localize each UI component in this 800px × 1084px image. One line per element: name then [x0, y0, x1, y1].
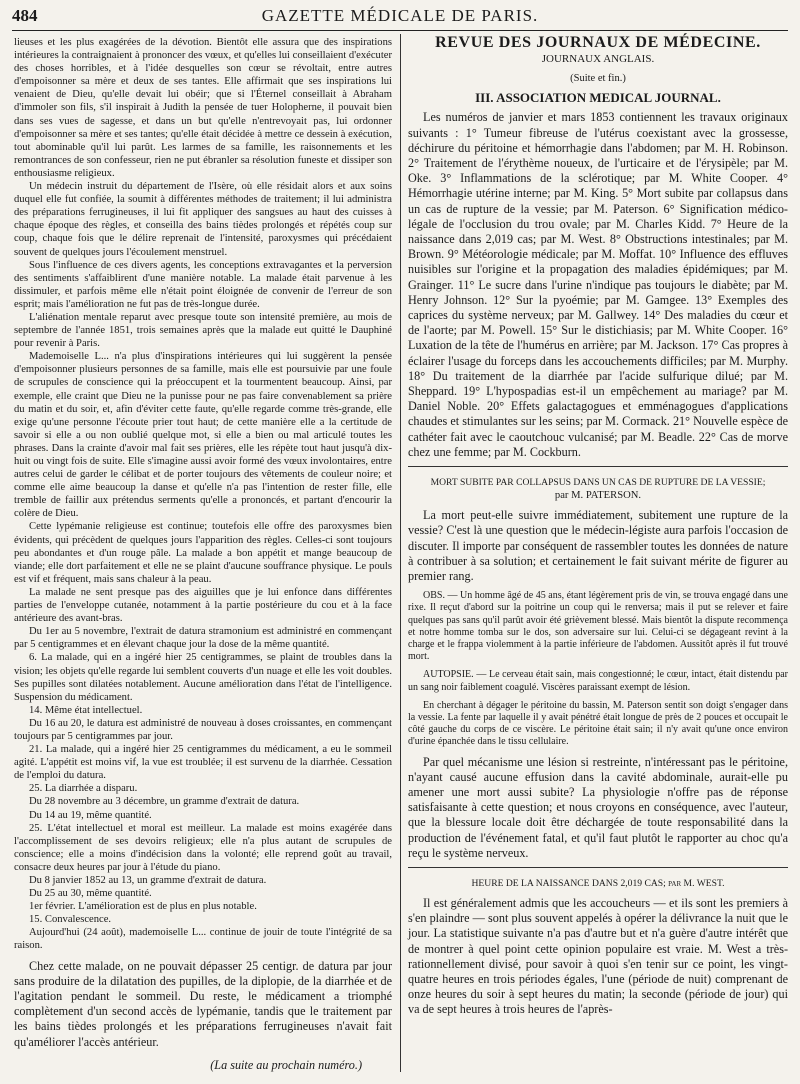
left-paragraph: Du 16 au 20, le datura est administré de nouveau à doses croissantes, en commençant toujours par 5 centigrammes par jour.: [14, 717, 392, 742]
left-paragraph: Mademoiselle L... n'a plus d'inspirations intérieures qui lui suggèrent la pensée d'empoisonner plusieurs personnes de sa famille, mais elle est poursuivie par une foule de scrupules de conscience qui la préoccupent et la tourmentent beaucoup. Ainsi, par exemple, elle craint que Dieu ne la punisse pour ne pas faire convenablement sa prière du matin et du soir, et, afin d'éviter cette faute, qu'elle regarde comme très-grande, elle exige qu'une personne l'écoute prier tout haut; de cette manière elle a la certitude de savoir si elle a ou non oublié quelque mot, si elle a bien ou mal articulé toutes les phrases. Dans la crainte d'avoir mal fait ses prières, elle les répète tout haut jusqu'à dix-huit ou vingt fois de suite. Elle s'imagine aussi avoir formé des vœux involontaires, entre autres celui de garder le célibat et de porter toujours des vêtements de couleur noire; et comme elle aime beaucoup la danse et qu'elle n'a pas l'intention de rester fille, elle tremble de faillir aux prétendus serments qu'elle a prononcés, et partant d'encourir la colère de Dieu.: [14, 351, 392, 520]
page-header: [12, 6, 788, 28]
autopsy-text: — Le cerveau était sain, mais congestionné; le cœur, intact, était distendu par un sang noir faiblement coagulé. Viscères paraissant exempt de lésion.: [408, 669, 788, 693]
obs-label: OBS.: [423, 590, 445, 602]
left-paragraph: 1er février. L'amélioration est de plus en plus notable.: [29, 901, 257, 913]
left-paragraph: 14. Même état intellectuel.: [29, 704, 143, 716]
left-paragraph: 6. La malade, qui en a ingéré hier 25 centigrammes, se plaint de troubles dans la vision; les objets qu'elle regarde lui semblent couverts d'un nuage et elle les voit doubles. Ses pupilles sont dilatées notablement. Aucune amélioration dans l'état de l'intelligence. Suspension du médicament.: [14, 652, 392, 703]
article-heading: MORT SUBITE PAR COLLAPSUS DANS UN CAS DE RUPTURE DE LA VESSIE;: [430, 477, 766, 489]
left-paragraph: Sous l'influence de ces divers agents, les conceptions extravagantes et la perversion des sentiments s'affaiblirent d'une manière notable. La malade était parvenue à les dissimuler, et parfois même elle n'était point éloignée de convenir de l'erreur de son esprit; mais l'amélioration ne fut pas de très-longue durée.: [14, 259, 392, 310]
review-title: REVUE DES JOURNAUX DE MÉDECINE.: [435, 34, 761, 51]
article-paragraph: Par quel mécanisme une lésion si restreinte, n'intéressant pas le péritoine, n'ayant causé aucune effusion dans la cavité abdominale, aurait-elle pu amener une mort aussi subite? La physiologie n'offre pas de réponse satisfaisante à cette question; et nous croyons en conséquence, avec l'auteur, que la blessure locale doit être déchargée de toute responsabilité dans la production de l'événement fatal, et qu'il faut plutôt le rapporter au choc qu'a reçu le système nerveux.: [408, 754, 788, 860]
article-paragraph: La mort peut-elle suivre immédiatement, subitement une rupture de la vessie? C'est là une question que le médecin-légiste aura parfois l'occasion de discuter. Il importe par conséquent de rassembler toutes les données de nature à contribuer à sa solution; et certainement le fait suivant mérite de figurer au premier rang.: [408, 508, 788, 583]
left-paragraph: Aujourd'hui (24 août), mademoiselle L... continue de jouir de toute l'intégrité de sa raison.: [14, 927, 392, 952]
left-paragraph: La malade ne sent presque pas des aiguilles que je lui enfonce dans différentes parties de l'enveloppe cutanée, notamment à la partie postérieure du cou et à la face antérieure des avant-bras.: [14, 586, 392, 625]
left-paragraph: Du 25 au 30, même quantité.: [29, 888, 152, 900]
review-subtitle: JOURNAUX ANGLAIS.: [541, 53, 655, 66]
review-suite-note: (Suite et fin.): [570, 73, 626, 85]
left-paragraph: Un médecin instruit du département de l'Isère, où elle résidait alors et aux soins duquel elle fut confiée, la soumit à différentes méthodes de traitement; il lui administra des préparations ferrugineuses, il lui fit appliquer des sangsues au haut des cuisses à chaque époque des règles, et conseilla des bains tièdes prolongés et répétés coup sur coup, chaque fois que le délire reprenait de l'intensité, paroxysmes qui précédaient souvent de quelques jours l'écoulement menstruel.: [14, 181, 392, 258]
left-paragraph: Du 1er au 5 novembre, l'extrait de datura stramonium est administré en commençant par 5 centigrammes et en élevant chaque jour la dose de la même quantité.: [14, 626, 392, 651]
left-paragraph: Du 14 au 19, même quantité.: [29, 809, 152, 821]
column-divider: [400, 34, 401, 1072]
left-paragraph: 21. La malade, qui a ingéré hier 25 centigrammes du médicament, a eu le sommeil agité. L'appétit est moins vif, la vue est troublée; il est survenu de la diarrhée. Cessation de l'emploi du datura.: [14, 744, 392, 782]
left-column: [14, 36, 392, 1073]
left-paragraph: 25. La diarrhée a disparu.: [29, 783, 138, 795]
autopsy-paragraph: [408, 669, 788, 693]
left-paragraph: Du 28 novembre au 3 décembre, un gramme d'extrait de datura.: [29, 796, 300, 808]
header-rule: [12, 30, 788, 31]
left-paragraph: 15. Convalescence.: [29, 914, 112, 926]
left-paragraph: Cette lypémanie religieuse est continue; toutefois elle offre des paroxysmes bien évidents, qui précèdent de quelques jours l'apparition des règles. Celles-ci sont toujours peu abondantes et d'un rouge pâle. La malade a bon appétit et mange beaucoup de viande; elle dort parfaitement et elle ne se plaint d'aucune souffrance physique. Le pouls est vif et fréquent, mais sans chaleur à la peau.: [14, 521, 392, 585]
closing-paragraph: Chez cette malade, on ne pouvait dépasser 25 centigr. de datura par jour sans produire de la dilatation des pupilles, de la diplopie, de la diarrhée et de l'agitation pendant le sommeil. Du reste, le médicament a triomphé complètement d'un second accès de lypémanie, tandis que le traitement par les bains tièdes prolongés et les préparations ferrugineuses n'avait fait qu'améliorer l'accès antérieur.: [14, 958, 392, 1049]
intro-paragraph: Les numéros de janvier et mars 1853 contiennent les travaux originaux suivants : 1° Tumeur fibreuse de l'utérus coexistant avec la grossesse, déchirure du péritoine et hémorrhagie dans l'abdomen; par M. H. Robinson. 2° Traitement de l'érythème noueux, de l'urticaire et de l'érysipèle; par M. Oke. 3° Inflammations de la sclérotique; par M. White Cooper. 4° Hémorrhagie utérine interne; par M. King. 5° Mort subite par collapsus dans un cas de rupture de la vessie; par M. Paterson. 6° Signification médico-légale de l'occlusion du trou ovale; par M. Charles Kidd. 7° Heure de la naissance dans 2,019 cas; par M. West. 8° Obstructions intestinales; par M. Brown. 9° Météorologie médicale; par M. Moffat. 10° Influence des effluves nuisibles sur l'origine et la propagation des maladies épidémiques; par M. Grainger. 11° Le sucre dans l'urine n'indique pas toujours le diabète; par M. Henry Johnson. 12° Sur la pyoémie; par M. Gamgee. 13° Exemples des caprices du système nerveux; par M. Gallwey. 14° Des maladies du cœur et de l'aorte; par M. Powell. 15° Sur le distichiasis; par M. White Cooper. 16° Luxation de la tête de l'humérus en arrière; par M. Jackson. 17° Cas propres à éclairer l'usage du forceps dans les accouchements difficiles; par M. Murphy. 18° Du traitement de la diarrhée par l'acide sulfurique dilué; par M. Sheppard. 19° L'hypospadias est-il un empêchement au mariage? par M. Daniel Noble. 20° Effets galactagogues et emménagogues d'applications chaudes et stimulantes sur les seins; par M. Cormack. 21° Nouvelle espèce de cathéter fait avec le caoutchouc vulcanisé; par M. Beadle. 22° Cas de morve chez une femme; par M. Cockburn.: [408, 110, 788, 459]
article-author: par M. PATERSON.: [554, 490, 642, 502]
article-divider: [408, 867, 788, 868]
continued-note: (La suite au prochain numéro.): [210, 1057, 362, 1072]
journal-title: GAZETTE MÉDICALE DE PARIS.: [261, 6, 539, 25]
left-paragraph: lieuses et les plus exagérées de la dévotion. Bientôt elle assura que des inspirations intérieures la contraignaient à prononcer des vœux, et qu'elles lui conseillaient d'exécuter des choses horribles, et à l'idée desquelles son cœur se révoltait, entre autres d'empoisonner sa mère et deux de ses tantes. Elle affirmait que ses inspirations lui venaient de Dieu, qu'elle devait lui obéir; que si l'Éternel conseillait à Abraham d'immoler son fils, s'il inspirait à Judith la pensée de tuer Holopherne, il pouvait bien dans ses vues de sagesse, et dans un but qu'elle n'entrevoyait pas, lui ordonner d'empoisonner sa mère et ses tantes; qu'elle était décidée à mettre ce dessein à exécution, tout abominable qu'il lui parût. Les larmes de sa famille, les raisonnements et les remontrances de son confesseur, rien ne put ébranler sa résolution funeste et dissiper son enthousiasme religieux.: [14, 37, 392, 179]
article-divider: [408, 466, 788, 467]
article-paragraph: Il est généralement admis que les accoucheurs — et ils sont les premiers à s'en plaindre — sont plus souvent appelés à opérer la délivrance la nuit que le jour. La statistique suivante n'a pas d'autre but et n'a guère d'autre intérêt que de montrer à quel point cette opinion populaire est vraie. M. West a très-rationnellement divisé, pour savoir à quoi s'en tenir sur ce point, les vingt-quatre heures en trois périodes égales, l'une (période de nuit) comprenant de onze heures du soir à sept heures du matin; la seconde (période de jour) qui va de sept heures à trois heures de l'après-: [408, 896, 788, 1017]
autopsy-label: AUTOPSIE.: [423, 669, 474, 681]
article-heading: HEURE DE LA NAISSANCE DANS 2,019 CAS; par M. WEST.: [471, 878, 725, 890]
page-number: 484: [12, 6, 38, 25]
left-paragraph: 25. L'état intellectuel et moral est meilleur. La malade est moins exagérée dans l'accomplissement de ses devoirs religieux; elle n'a plus autant de scrupules de conscience; elle a moins d'indécision dans la volonté; elle reprend goût au travail, consacre deux heures par jour à l'étude du piano.: [14, 822, 392, 873]
left-paragraph: Du 8 janvier 1852 au 13, un gramme d'extrait de datura.: [29, 875, 267, 886]
section-heading: III. ASSOCIATION MEDICAL JOURNAL.: [475, 90, 721, 106]
right-column: [408, 36, 788, 1018]
left-paragraph: L'aliénation mentale reparut avec presque toute son intensité première, au mois de septembre de l'année 1851, trois semaines après que la malade eut quitté le Dauphiné pour revenir à Paris.: [14, 311, 392, 350]
observation-paragraph: [408, 590, 788, 663]
obs-text: — Un homme âgé de 45 ans, étant légèrement pris de vin, se trouva engagé dans une rixe. Il reçut d'abord sur la poitrine un coup qui le renversa; mais il put se relever et faire quelques pas sans qu'il parût avoir été grièvement blessé. Mais bientôt la dispute recommença et notre homme tomba sur le dos, son adversaire sur lui. Celui-ci se dégageant revint à la charge et le frappa violemment à la partie inférieure de l'abdomen. Aussitôt après il fut trouvé mort.: [408, 590, 788, 663]
autopsy-paragraph-2: En cherchant à dégager le péritoine du bassin, M. Paterson sentit son doigt s'engager dans la vessie. La fente par laquelle il y avait pénétré était longue de près de 2 pouces et occupait le côté gauche du corps de ce viscère. Le péritoine était sain; il n'y avait qu'une once environ d'urine épanchée dans le tissu cellulaire.: [408, 699, 788, 748]
